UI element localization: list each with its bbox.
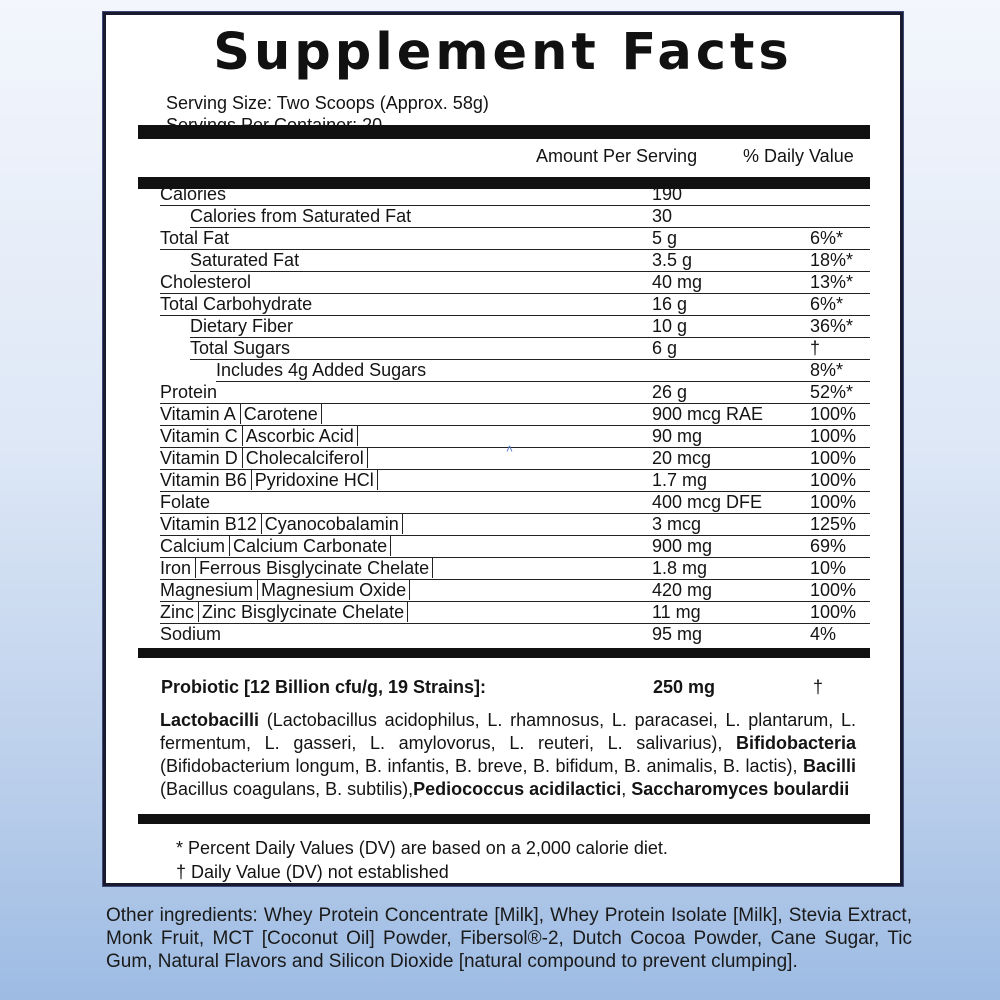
label-title: Supplement Facts [213, 23, 793, 82]
nutrient-row [160, 404, 870, 426]
nutrient-label: Protein [160, 382, 218, 402]
nutrient-name [160, 404, 322, 425]
nutrient-name [160, 382, 217, 403]
probiotic-name: Probiotic [12 Billion cfu/g, 19 Strains]: [161, 677, 487, 697]
nutrient-row [160, 316, 870, 338]
nutrient-amount: 190 [652, 184, 683, 204]
nutrient-row [160, 206, 870, 228]
nutrient-row [160, 558, 870, 580]
nutrient-row [160, 382, 870, 404]
nutrient-daily-value: 69% [810, 536, 847, 556]
nutrient-row [160, 624, 870, 646]
nutrient-row [160, 360, 870, 382]
nutrient-daily-value: 100% [810, 404, 857, 424]
caret-mark: ˄ [506, 442, 514, 456]
probiotic-amount: 250 mg [653, 677, 716, 697]
nutrient-row [160, 228, 870, 250]
nutrient-daily-value: 100% [810, 580, 857, 600]
strain-list-text: (Bifidobacterium longum, B. infantis, B. breve, B. bifidum, B. animalis, B. lactis), [160, 756, 803, 776]
nutrient-label: Calories [160, 184, 227, 204]
nutrient-name [160, 558, 433, 579]
nutrient-row [160, 536, 870, 558]
supplement-facts-panel [103, 12, 903, 886]
nutrient-name [160, 514, 403, 535]
nutrient-name [160, 228, 229, 249]
nutrient-name [190, 206, 411, 227]
nutrient-name [190, 250, 299, 271]
nutrient-label: Iron [160, 558, 192, 578]
nutrient-name [160, 492, 210, 513]
nutrient-label: Vitamin D [160, 448, 238, 468]
nutrient-daily-value: 52%* [810, 382, 854, 402]
thick-divider-bottom [138, 814, 870, 824]
nutrient-row [160, 426, 870, 448]
nutrient-label: Zinc [160, 602, 195, 622]
nutrient-row [160, 338, 870, 360]
probiotic-strains-list [160, 709, 856, 801]
nutrient-amount: 6 g [652, 338, 678, 358]
nutrient-name [160, 470, 378, 491]
nutrient-label: Calcium [160, 536, 226, 556]
probiotic-daily-value: † [813, 677, 824, 697]
nutrient-label: Vitamin C [160, 426, 238, 446]
nutrient-row [160, 448, 870, 470]
strain-list-text: (Bacillus coagulans, B. subtilis), [160, 779, 414, 799]
nutrient-name [160, 294, 312, 315]
nutrient-row [160, 602, 870, 624]
nutrient-name [190, 316, 293, 337]
nutrient-amount: 30 [652, 206, 673, 226]
nutrient-label: Magnesium [160, 580, 254, 600]
nutrient-daily-value: 100% [810, 448, 857, 468]
nutrient-source: Carotene [240, 403, 322, 424]
nutrient-amount: 10 g [652, 316, 688, 336]
nutrient-name [160, 272, 251, 293]
nutrient-name [160, 602, 408, 623]
nutrient-source: Cyanocobalamin [261, 513, 403, 534]
nutrient-source: Magnesium Oxide [257, 579, 410, 600]
nutrient-source: Pyridoxine HCl [251, 469, 378, 490]
nutrient-daily-value: 100% [810, 602, 857, 622]
nutrient-label: Includes 4g Added Sugars [216, 360, 427, 380]
nutrient-label: Saturated Fat [190, 250, 300, 270]
nutrient-amount: 3 mcg [652, 514, 702, 534]
nutrient-label: Vitamin B12 [160, 514, 257, 534]
strain-list-text: (Lactobacillus acidophilus, L. rhamnosus, L. paracasei, L. plantarum, L. fermentum, L. gasseri, L. amylovorus, L. reuteri, L. salivarius), [160, 710, 856, 753]
nutrient-label: Calories from Saturated Fat [190, 206, 412, 226]
nutrient-daily-value: † [810, 338, 821, 358]
nutrient-amount: 3.5 g [652, 250, 693, 270]
strain-group-name: Saccharomyces boulardii [631, 779, 850, 799]
column-header-daily-value: % Daily Value [743, 146, 854, 166]
strain-group-name: Lactobacilli [160, 710, 260, 730]
nutrient-amount: 20 mcg [652, 448, 712, 468]
nutrient-row [160, 272, 870, 294]
nutrient-amount: 40 mg [652, 272, 703, 292]
nutrient-label: Total Sugars [190, 338, 291, 358]
nutrient-row [160, 470, 870, 492]
nutrient-daily-value: 8%* [810, 360, 844, 380]
nutrient-source: Cholecalciferol [242, 447, 368, 468]
column-header-amount: Amount Per Serving [536, 146, 698, 166]
nutrient-amount: 900 mcg RAE [652, 404, 764, 424]
other-ingredients: Other ingredients: Whey Protein Concentrate [Milk], Whey Protein Isolate [Milk], Stevia Extract, Monk Fruit, MCT [Coconut Oil] Powder, Fibersol®-2, Dutch Cocoa Powder, Cane Sugar, Tic Gum, Natural Flavors and Silicon Dioxide [natural compound to prevent clumping]. [106, 905, 912, 972]
nutrient-daily-value: 13%* [810, 272, 854, 292]
nutrient-amount: 26 g [652, 382, 688, 402]
nutrient-row [160, 294, 870, 316]
nutrient-source: Zinc Bisglycinate Chelate [198, 601, 408, 622]
nutrient-name [160, 536, 391, 557]
nutrient-row [160, 184, 870, 206]
nutrient-label: Vitamin A [160, 404, 236, 424]
nutrient-row [160, 250, 870, 272]
nutrient-label: Vitamin B6 [160, 470, 247, 490]
nutrient-name [160, 426, 358, 447]
strain-list-text: , [621, 779, 632, 799]
nutrient-label: Total Carbohydrate [160, 294, 313, 314]
nutrient-row [160, 580, 870, 602]
nutrient-amount: 1.7 mg [652, 470, 708, 490]
nutrient-label: Dietary Fiber [190, 316, 294, 336]
strain-group-name: Pediococcus acidilactici [413, 779, 622, 799]
nutrient-name [160, 184, 226, 205]
nutrient-daily-value: 100% [810, 470, 857, 490]
nutrient-label: Sodium [160, 624, 222, 644]
nutrient-amount: 90 mg [652, 426, 703, 446]
nutrient-name [160, 624, 221, 645]
nutrient-amount: 400 mcg DFE [652, 492, 763, 512]
nutrient-label: Folate [160, 492, 211, 512]
nutrient-amount: 16 g [652, 294, 688, 314]
nutrient-name [160, 580, 410, 601]
nutrient-amount: 900 mg [652, 536, 713, 556]
nutrient-amount: 11 mg [652, 602, 701, 622]
nutrient-source: Ferrous Bisglycinate Chelate [195, 557, 433, 578]
nutrient-name [190, 338, 290, 359]
nutrient-label: Total Fat [160, 228, 230, 248]
nutrient-name [216, 360, 426, 381]
footnote-dagger: † Daily Value (DV) not established [176, 862, 449, 882]
nutrient-daily-value: 6%* [810, 294, 844, 314]
thick-divider-top [138, 125, 870, 139]
nutrient-daily-value: 6%* [810, 228, 844, 248]
strain-group-name: Bifidobacteria [735, 733, 856, 753]
nutrient-row [160, 492, 870, 514]
nutrient-source: Calcium Carbonate [229, 535, 391, 556]
nutrient-label: Cholesterol [160, 272, 252, 292]
footnote-daily-value: * Percent Daily Values (DV) are based on a 2,000 calorie diet. [176, 838, 668, 858]
nutrient-daily-value: 100% [810, 426, 857, 446]
thick-divider-probiotic [138, 648, 870, 658]
nutrient-amount: 5 g [652, 228, 678, 248]
nutrient-row [160, 514, 870, 536]
nutrient-daily-value: 125% [810, 514, 857, 534]
nutrient-daily-value: 36%* [810, 316, 854, 336]
serving-size: Serving Size: Two Scoops (Approx. 58g) [166, 93, 489, 113]
nutrient-amount: 95 mg [652, 624, 703, 644]
strain-group-name: Bacilli [802, 756, 856, 776]
nutrient-name [160, 448, 368, 469]
nutrient-daily-value: 100% [810, 492, 857, 512]
nutrient-daily-value: 10% [810, 558, 847, 578]
nutrient-amount: 1.8 mg [652, 558, 708, 578]
nutrient-daily-value: 18%* [810, 250, 854, 270]
nutrient-amount: 420 mg [652, 580, 713, 600]
nutrient-source: Ascorbic Acid [242, 425, 358, 446]
nutrient-daily-value: 4% [810, 624, 837, 644]
